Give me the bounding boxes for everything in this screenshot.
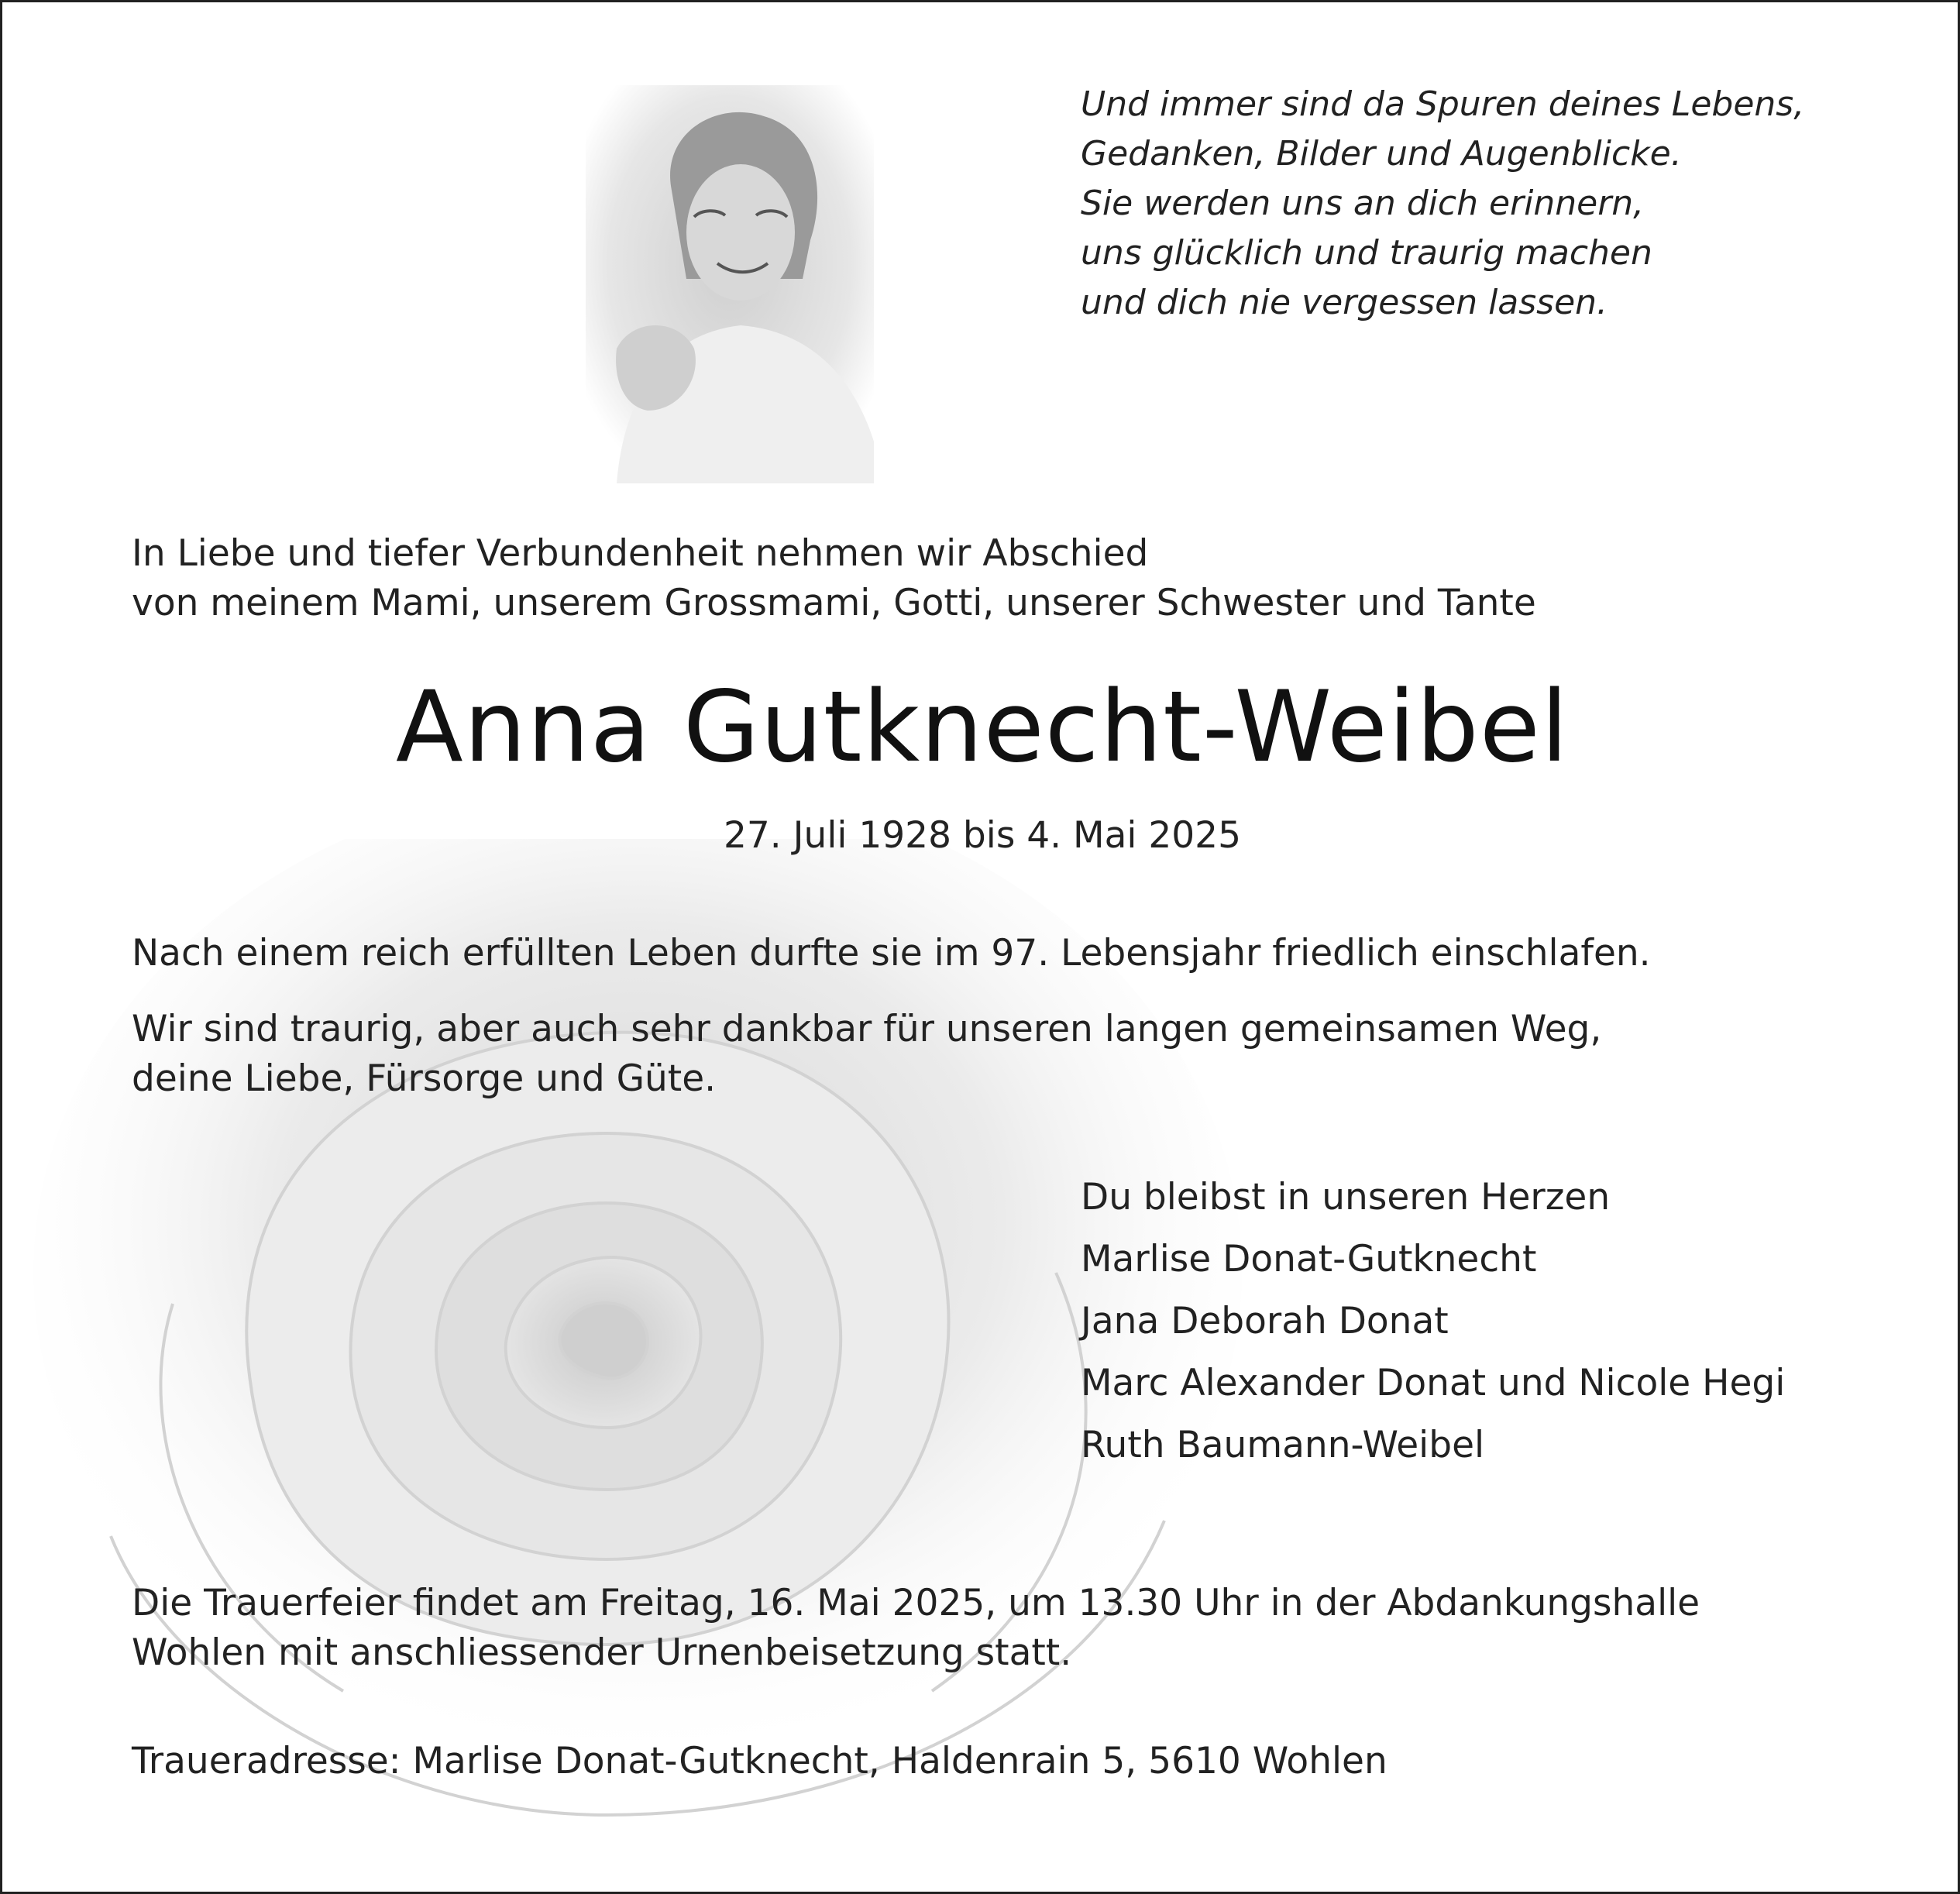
gratitude-paragraph: [132, 1005, 1601, 1104]
farewell-intro: [132, 529, 1536, 628]
mourner-name: Jana Deborah Donat: [1081, 1300, 1449, 1342]
mourner-name: Ruth Baumann-Weibel: [1081, 1424, 1485, 1466]
portrait-photo: [586, 85, 874, 483]
poem-line: Sie werden uns an dich erinnern,: [1081, 184, 1645, 223]
life-dates: 27. Juli 1928 bis 4. Mai 2025: [723, 814, 1241, 857]
mourners-heading: Du bleibst in unseren Herzen: [1081, 1176, 1611, 1219]
mourner-name: Marlise Donat-Gutknecht: [1081, 1238, 1537, 1280]
intro-line: In Liebe und tiefer Verbundenheit nehmen wir Abschied: [132, 532, 1149, 575]
paragraph-line: Nach einem reich erfüllten Leben durfte sie im 97. Lebensjahr friedlich einschlafen.: [132, 932, 1651, 974]
mourners-list: [1081, 1167, 1785, 1476]
poem-line: Gedanken, Bilder und Augenblicke.: [1081, 134, 1682, 174]
poem-line: und dich nie vergessen lassen.: [1081, 283, 1608, 322]
deceased-name: Anna Gutknecht-Weibel: [395, 669, 1570, 784]
ceremony-line: Wohlen mit anschliessender Urnenbeisetzung statt.: [132, 1631, 1072, 1674]
paragraph-line: Wir sind traurig, aber auch sehr dankbar für unseren langen gemeinsamen Weg,: [132, 1008, 1602, 1050]
ceremony-line: Die Trauerfeier findet am Freitag, 16. Mai 2025, um 13.30 Uhr in der Abdankungshalle: [132, 1582, 1700, 1624]
mourner-name: Marc Alexander Donat und Nicole Hegi: [1081, 1362, 1786, 1404]
mourning-address: Traueradresse: Marlise Donat-Gutknecht, Haldenrain 5, 5610 Wohlen: [132, 1740, 1387, 1782]
paragraph-line: deine Liebe, Fürsorge und Güte.: [132, 1057, 717, 1100]
poem-line: Und immer sind da Spuren deines Lebens,: [1081, 84, 1805, 124]
intro-line: von meinem Mami, unserem Grossmami, Gotti, unserer Schwester und Tante: [132, 582, 1536, 624]
poem-line: uns glücklich und traurig machen: [1081, 233, 1652, 273]
rose-background-image: [18, 839, 1257, 1877]
life-paragraph: [132, 929, 1651, 978]
poem-quote: [1081, 80, 1902, 328]
ceremony-info: [132, 1579, 1700, 1678]
